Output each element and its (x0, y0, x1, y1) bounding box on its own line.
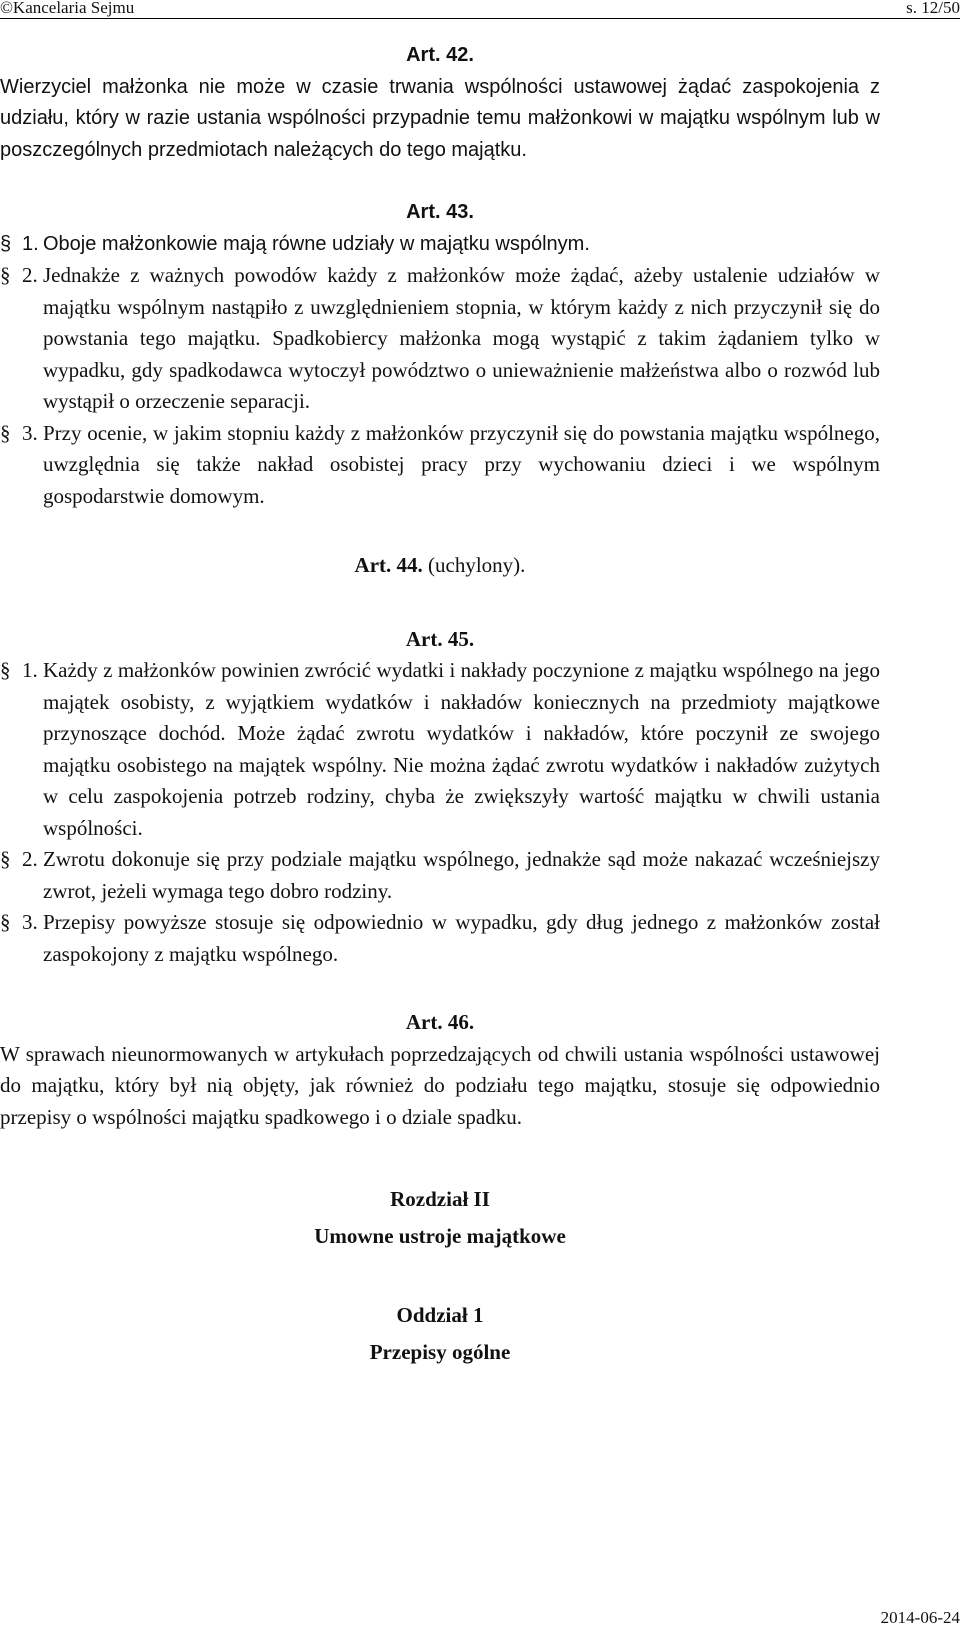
paragraph-3 (0, 418, 880, 513)
section-sign: § (0, 420, 11, 445)
paragraph-text: Każdy z małżonków powinien zwrócić wydatki i nakłady poczynione z majątku wspólnego na jego majątek osobisty, z wyjątkiem wydatków i nakładów koniecznych na przedmioty majątkowe przynoszące dochód. Może żądać zwrotu wydatków i nakładów, które poczynił ze swojego majątku osobistego na majątek wspólny. Nie można żądać zwrotu wydatków i nakładów zużytych w celu zaspokojenia potrzeb rodziny, chyba że zwiększyły wartość majątku w chwili ustania wspólności. (43, 658, 880, 840)
paragraph-text: Zwrotu dokonuje się przy podziale majątku wspólnego, jednakże sąd może nakazać wcześniejszy zwrot, jeżeli wymaga tego dobro rodziny. (43, 847, 880, 903)
paragraph-text: Przy ocenie, w jakim stopniu każdy z małżonków przyczynił się do powstania majątku wspólnego, uwzględnia się także nakład osobistej pracy przy wychowaniu dzieci i we wspólnym gospodarstwie domowym. (43, 420, 880, 508)
document-content (0, 40, 880, 1371)
article-45 (0, 624, 880, 971)
page-footer-date: 2014-06-24 (880, 1608, 960, 1627)
article-title: Art. 43. (406, 201, 474, 223)
section-sign: § (0, 847, 11, 871)
paragraph-2 (0, 844, 880, 907)
article-title: Art. 42. (406, 44, 474, 66)
section-sign: § (0, 910, 11, 934)
chapter-subtitle: Umowne ustroje majątkowe (314, 1224, 566, 1248)
article-text: Wierzyciel małżonka nie może w czasie trwania wspólności ustawowej żądać zaspokojenia z udziału, który w razie ustania wspólności przypadnie temu małżonkowi w majątku wspólnym lub w poszczególnych przedmiotach należących do tego majątku. (0, 75, 880, 161)
chapter-title: Rozdział II (390, 1187, 490, 1211)
section-sign: § (0, 263, 11, 287)
header-page-number: s. 12/50 (906, 0, 960, 17)
paragraph-text: Przepisy powyższe stosuje się odpowiednio w wypadku, gdy dług jednego z małżonków został zaspokojony z majątku wspólnego. (43, 910, 880, 966)
page-header (0, 0, 960, 19)
division-subtitle: Przepisy ogólne (369, 1340, 511, 1364)
chapter-heading (0, 1181, 880, 1255)
paragraph-number: 3. (22, 420, 38, 445)
paragraph-1 (0, 655, 880, 844)
article-title: Art. 45. (405, 626, 475, 651)
article-text: W sprawach nieunormowanych w artykułach poprzedzających od chwili ustania wspólności ustawowej do majątku, który był nią objęty, jak również do podziału tego majątku, stosuje się odpowiednio przepisy o wspólności majątku spadkowego i o dziale spadku. (0, 1041, 880, 1129)
paragraph-text: Jednakże z ważnych powodów każdy z małżonków może żądać, ażeby ustalenie udziałów w majątku wspólnym nastąpiło z uwzględnieniem stopnia, w którym każdy z nich przyczynił się do powstania tego majątku. Spadkobiercy małżonka mogą wystąpić z takim żądaniem tylko w wypadku, gdy spadkodawca wytoczył powództwo o unieważnienie małżeństwa albo o rozwód lub wystąpił o orzeczenie separacji. (43, 263, 880, 413)
division-heading (0, 1297, 880, 1371)
paragraph-number: 1. (22, 232, 39, 255)
paragraph-number: 3. (22, 910, 38, 934)
paragraph-number: 1. (22, 658, 38, 682)
article-44 (0, 550, 880, 582)
article-text: (uchylony). (428, 553, 526, 577)
article-42 (0, 40, 880, 166)
article-title: Art. 46. (405, 1010, 475, 1034)
article-43 (0, 197, 880, 512)
paragraph-3 (0, 907, 880, 970)
paragraph-number: 2. (22, 263, 38, 287)
paragraph-number: 2. (22, 847, 38, 871)
division-title: Oddział 1 (396, 1303, 484, 1327)
section-sign: § (0, 658, 11, 682)
section-sign: § (0, 232, 12, 255)
paragraph-2 (0, 260, 880, 418)
article-title: Art. 44. (354, 553, 423, 577)
paragraph-1 (0, 229, 880, 261)
article-46 (0, 1007, 880, 1133)
paragraph-text: Oboje małżonkowie mają równe udziały w majątku wspólnym. (43, 232, 590, 255)
header-publisher: ©Kancelaria Sejmu (0, 0, 135, 17)
